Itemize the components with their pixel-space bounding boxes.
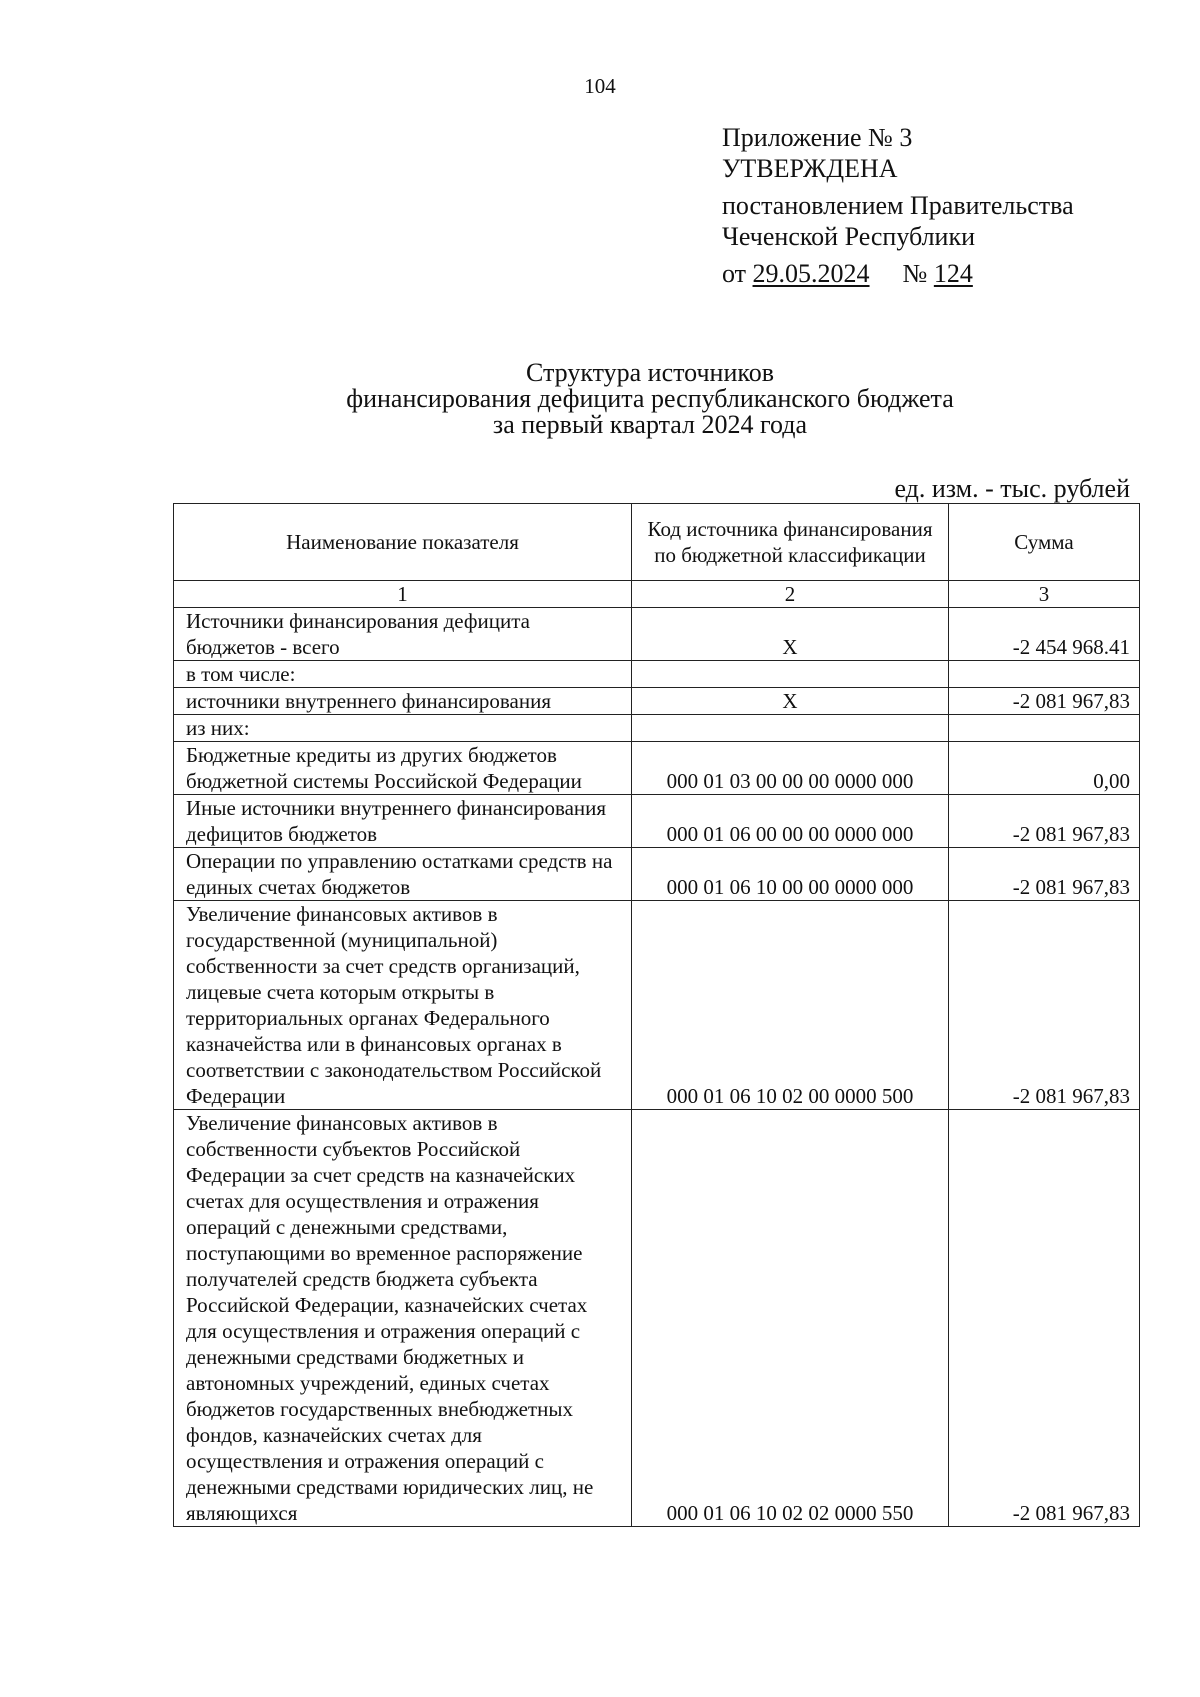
financing-sources-table — [173, 503, 1140, 1527]
title-line-1: Структура источников — [526, 358, 774, 387]
row-name-cell: в том числе: — [174, 661, 632, 688]
table-row — [174, 795, 1140, 848]
column-number: 3 — [949, 581, 1140, 608]
row-code-cell: 000 01 03 00 00 00 0000 000 — [632, 742, 949, 795]
header-sum: Сумма — [949, 504, 1140, 581]
row-sum-cell: 0,00 — [949, 742, 1140, 795]
table-row — [174, 1110, 1140, 1527]
row-name-cell: Увеличение финансовых активов в государственной (муниципальной) собственности за счет средств организаций, лицевые счета которым открыты в территориальных органах Федерального казначейства или в финансовых органах в соответствии с законодательством Российской Федерации — [174, 901, 632, 1110]
row-code-cell: Х — [632, 608, 949, 661]
row-sum-cell — [949, 661, 1140, 688]
header-name: Наименование показателя — [174, 504, 632, 581]
row-sum-cell — [949, 715, 1140, 742]
row-name-cell: Иные источники внутреннего финансирования дефицитов бюджетов — [174, 795, 632, 848]
row-sum-cell: -2 081 967,83 — [949, 848, 1140, 901]
resolution-line-2: Чеченской Республики — [722, 222, 976, 251]
page-number: 104 — [584, 74, 616, 98]
row-code-cell: 000 01 06 10 02 02 0000 550 — [632, 1110, 949, 1527]
document-title — [0, 360, 1200, 438]
column-number: 1 — [174, 581, 632, 608]
row-code-cell: 000 01 06 00 00 00 0000 000 — [632, 795, 949, 848]
approval-block — [722, 122, 1074, 289]
table-row — [174, 901, 1140, 1110]
table-row — [174, 742, 1140, 795]
number-prefix: № — [902, 259, 928, 288]
resolution-date-line — [722, 258, 1074, 289]
title-line-2: финансирования дефицита республиканского бюджета — [346, 384, 954, 413]
units-label: ед. изм. - тыс. рублей — [894, 474, 1130, 503]
table-row — [174, 661, 1140, 688]
row-code-cell: 000 01 06 10 00 00 0000 000 — [632, 848, 949, 901]
table-row — [174, 688, 1140, 715]
table-header-row — [174, 504, 1140, 581]
column-number: 2 — [632, 581, 949, 608]
row-code-cell — [632, 715, 949, 742]
table-row — [174, 848, 1140, 901]
row-name-cell: Увеличение финансовых активов в собственности субъектов Российской Федерации за счет средств на казначейских счетах для осуществления и отражения операций с денежными средствами, поступающими во временное распоряжение получателей средств бюджета субъекта Российской Федерации, казначейских счетах для осуществления и отражения операций с денежными средствами бюджетных и автономных учреждений, единых счетах бюджетов государственных внебюджетных фондов, казначейских счетах для осуществления и отражения операций с денежными средствами юридических лиц, не являющихся — [174, 1110, 632, 1527]
row-sum-cell: -2 454 968.41 — [949, 608, 1140, 661]
row-code-cell: 000 01 06 10 02 00 0000 500 — [632, 901, 949, 1110]
row-sum-cell: -2 081 967,83 — [949, 1110, 1140, 1527]
row-name-cell: Бюджетные кредиты из других бюджетов бюджетной системы Российской Федерации — [174, 742, 632, 795]
header-code: Код источника финансирования по бюджетной классификации — [632, 504, 949, 581]
row-name-cell: Операции по управлению остатками средств на единых счетах бюджетов — [174, 848, 632, 901]
resolution-line-1: постановлением Правительства — [722, 191, 1074, 220]
column-number-row — [174, 581, 1140, 608]
title-line-3: за первый квартал 2024 года — [492, 410, 808, 439]
date-prefix: от — [722, 259, 747, 288]
appendix-label: Приложение № 3 — [722, 123, 913, 152]
table-row — [174, 715, 1140, 742]
row-name-cell: источники внутреннего финансирования — [174, 688, 632, 715]
row-sum-cell: -2 081 967,83 — [949, 795, 1140, 848]
row-sum-cell: -2 081 967,83 — [949, 901, 1140, 1110]
row-name-cell: Источники финансирования дефицита бюджетов - всего — [174, 608, 632, 661]
resolution-number: 124 — [933, 259, 973, 288]
row-sum-cell: -2 081 967,83 — [949, 688, 1140, 715]
resolution-date: 29.05.2024 — [752, 259, 870, 288]
row-code-cell — [632, 661, 949, 688]
row-name-cell: из них: — [174, 715, 632, 742]
row-code-cell: Х — [632, 688, 949, 715]
approved-label: УТВЕРЖДЕНА — [722, 154, 898, 183]
table-row — [174, 608, 1140, 661]
